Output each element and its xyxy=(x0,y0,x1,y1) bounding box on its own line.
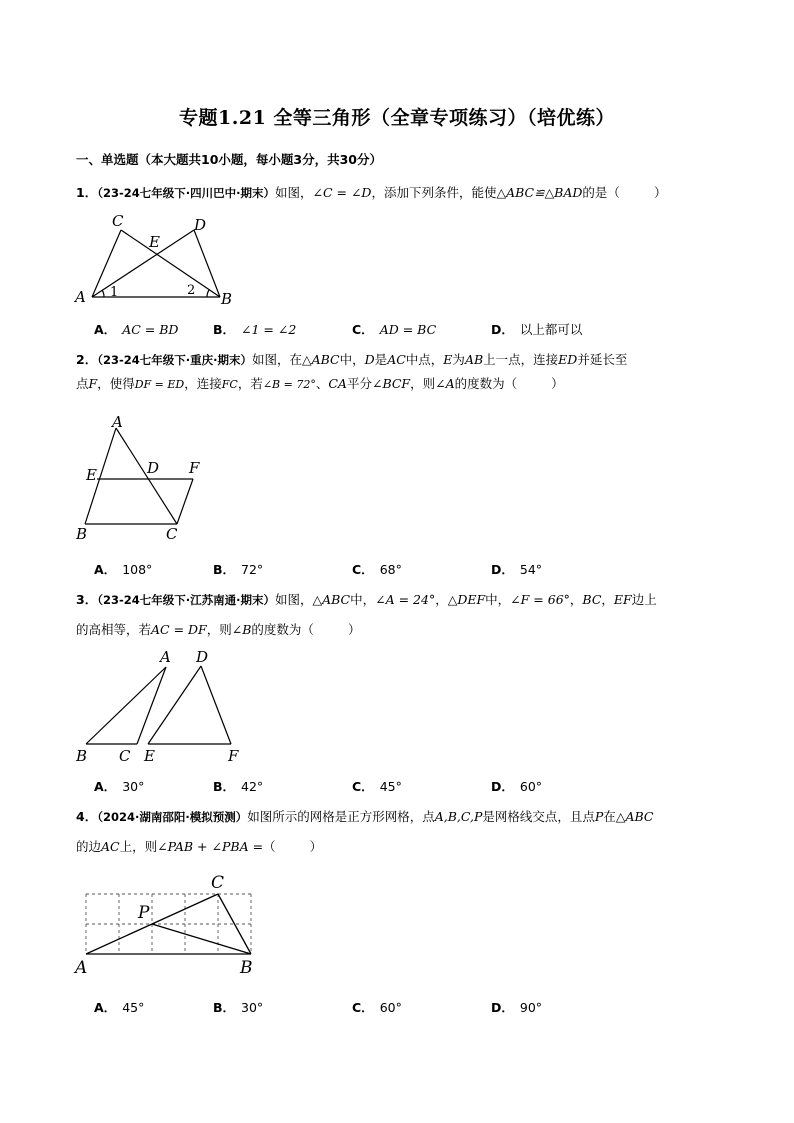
point-label: C xyxy=(166,525,178,543)
option-text: ∠1 = ∠2 xyxy=(241,322,297,337)
question-text: ， xyxy=(435,592,448,607)
question-text: 的边 xyxy=(76,839,102,854)
option-d[interactable] xyxy=(491,560,542,578)
math-expr: ∠C = ∠D xyxy=(312,185,372,200)
question-number: 1． xyxy=(76,185,98,200)
option-d[interactable] xyxy=(491,998,542,1016)
question-text: 、 xyxy=(315,376,329,391)
question-text: 边上 xyxy=(631,592,657,607)
question-text: 点 xyxy=(76,376,89,391)
question-text: 如图， xyxy=(274,185,313,200)
option-c[interactable] xyxy=(352,777,402,795)
point-label: D xyxy=(147,459,160,477)
point-label: E xyxy=(149,233,160,251)
question-text: ） xyxy=(551,376,564,391)
point-label: C xyxy=(119,747,131,765)
option-a[interactable] xyxy=(94,777,144,795)
option-text: 以上都可以 xyxy=(519,322,583,337)
question-text: 中， xyxy=(339,352,365,367)
option-letter: D． xyxy=(491,562,514,577)
option-letter: C． xyxy=(352,562,374,577)
question-1 xyxy=(76,183,726,203)
point-label: A xyxy=(160,648,171,666)
option-text: 72° xyxy=(241,562,264,577)
option-c[interactable] xyxy=(352,560,402,578)
point-label: B xyxy=(240,958,253,978)
option-letter: B． xyxy=(213,562,236,577)
math-expr: EF xyxy=(613,592,632,607)
option-text: 45° xyxy=(379,779,402,794)
option-text: 68° xyxy=(379,562,402,577)
math-expr: F xyxy=(88,376,98,391)
question-text: ） xyxy=(347,622,361,637)
point-label: C xyxy=(112,212,124,230)
math-expr: AC = DF xyxy=(151,622,207,637)
option-text: 45° xyxy=(122,1000,145,1015)
option-text: 42° xyxy=(241,779,264,794)
math-expr: △ABC xyxy=(302,352,340,367)
question-3 xyxy=(76,590,726,640)
math-expr: ∠A xyxy=(435,376,455,391)
figure-q4 xyxy=(70,868,270,983)
option-a[interactable] xyxy=(94,320,178,338)
option-letter: A． xyxy=(94,562,117,577)
point-label: C xyxy=(211,873,225,893)
math-expr: AC xyxy=(387,352,406,367)
option-d[interactable] xyxy=(491,777,542,795)
math-expr: AB xyxy=(464,352,484,367)
math-expr: D xyxy=(364,352,375,367)
option-text: AC = BD xyxy=(122,322,179,337)
math-expr: ∠BCF xyxy=(371,376,411,391)
question-text: ） xyxy=(309,839,323,854)
point-label: F xyxy=(189,459,200,477)
math-expr: FC xyxy=(221,378,238,391)
figure-q1 xyxy=(70,208,240,308)
question-text: 的高相等，若 xyxy=(76,622,152,637)
option-b[interactable] xyxy=(213,320,296,338)
option-letter: A． xyxy=(94,1000,117,1015)
option-b[interactable] xyxy=(213,998,263,1016)
question-source: （2024·湖南邵阳·模拟预测） xyxy=(97,810,248,824)
option-a[interactable] xyxy=(94,560,152,578)
question-text: ，则 xyxy=(410,376,436,391)
question-number: 3． xyxy=(76,592,98,607)
math-expr: P xyxy=(594,809,604,824)
question-2 xyxy=(76,350,726,395)
question-text: 的是（ xyxy=(582,185,620,200)
point-label: A xyxy=(75,958,88,978)
question-text: ，若 xyxy=(237,376,263,391)
point-label: E xyxy=(86,466,97,484)
point-label: B xyxy=(76,525,88,543)
point-label: A xyxy=(112,413,123,431)
question-text: 如图所示的网格是正方形网格，点 xyxy=(247,809,435,824)
option-letter: C． xyxy=(352,779,374,794)
option-letter: B． xyxy=(213,779,236,794)
option-b[interactable] xyxy=(213,560,263,578)
option-text: 108° xyxy=(122,562,153,577)
angle-label: 1 xyxy=(110,285,119,300)
question-text: 为 xyxy=(452,352,465,367)
math-expr: ∠PAB + ∠PBA = xyxy=(157,839,264,854)
question-number: 4． xyxy=(76,809,98,824)
option-letter: B． xyxy=(213,1000,236,1015)
option-letter: D． xyxy=(491,322,514,337)
option-b[interactable] xyxy=(213,777,263,795)
question-text: 是网格线交点，且点 xyxy=(482,809,595,824)
figure-q2 xyxy=(70,410,220,545)
math-expr: ∠B = 72° xyxy=(262,378,316,391)
point-label: B xyxy=(76,747,88,765)
question-4 xyxy=(76,807,726,857)
question-text: 是 xyxy=(374,352,388,367)
math-expr: A,B,C,P xyxy=(434,809,483,824)
math-expr: △ABC xyxy=(615,809,654,824)
option-letter: A． xyxy=(94,322,117,337)
math-expr: BC xyxy=(582,592,602,607)
question-source: （23-24七年级下·四川巴中·期末） xyxy=(97,186,275,200)
question-text: （ xyxy=(263,839,276,854)
math-expr: ED xyxy=(558,352,578,367)
option-letter: C． xyxy=(352,322,374,337)
question-text: 并延长至 xyxy=(577,352,628,367)
question-text: ，连接 xyxy=(184,376,222,391)
question-text: 的度数为（ xyxy=(454,376,518,391)
option-letter: D． xyxy=(491,1000,514,1015)
question-text: ，使得 xyxy=(97,376,135,391)
point-label: A xyxy=(75,288,86,306)
page-title: 专题1.21 全等三角形（全章专项练习）（培优练） xyxy=(179,107,615,129)
point-label: D xyxy=(194,216,207,234)
angle-label: 2 xyxy=(187,283,196,298)
math-expr: E xyxy=(443,352,453,367)
question-number: 2． xyxy=(76,352,98,367)
option-letter: C． xyxy=(352,1000,374,1015)
math-expr: △ABC xyxy=(312,592,351,607)
question-text: ， xyxy=(601,592,614,607)
question-text: 如图， xyxy=(274,592,313,607)
option-text: 30° xyxy=(241,1000,264,1015)
math-expr: △DEF xyxy=(447,592,486,607)
question-source: （23-24七年级下·江苏南通·期末） xyxy=(97,593,275,607)
option-a[interactable] xyxy=(94,998,144,1016)
option-d[interactable] xyxy=(491,320,582,338)
option-text: 54° xyxy=(519,562,543,577)
math-expr: ∠B xyxy=(231,622,252,637)
question-text: ，添加下列条件，能使 xyxy=(371,185,497,200)
option-letter: B． xyxy=(213,322,236,337)
question-text: 在 xyxy=(603,809,616,824)
option-text: 60° xyxy=(519,779,543,794)
option-c[interactable] xyxy=(352,320,436,338)
option-text: 90° xyxy=(519,1000,543,1015)
option-letter: D． xyxy=(491,779,514,794)
point-label: E xyxy=(144,747,155,765)
question-text: 上一点，连接 xyxy=(483,352,559,367)
question-text: ） xyxy=(653,185,667,200)
question-source: （23-24七年级下·重庆·期末） xyxy=(97,353,252,367)
point-label: B xyxy=(221,290,233,308)
option-letter: A． xyxy=(94,779,117,794)
option-c[interactable] xyxy=(352,998,402,1016)
question-text: 平分 xyxy=(346,376,372,391)
question-text: 中， xyxy=(350,592,376,607)
question-text: 中点， xyxy=(405,352,444,367)
point-label: D xyxy=(196,648,209,666)
point-label: F xyxy=(228,747,239,765)
math-expr: △ABC≌△BAD xyxy=(496,185,583,200)
math-expr: DF = ED xyxy=(134,378,185,391)
math-expr: CA xyxy=(328,376,347,391)
option-text: 30° xyxy=(122,779,145,794)
point-label: P xyxy=(138,903,150,923)
question-text: 中， xyxy=(485,592,511,607)
math-expr: AC xyxy=(101,839,120,854)
question-text: ， xyxy=(569,592,583,607)
math-expr: ∠A = 24° xyxy=(375,592,436,607)
question-text: 的度数为（ xyxy=(251,622,314,637)
question-text: 如图，在 xyxy=(251,352,302,367)
question-text: 上，则 xyxy=(119,839,158,854)
option-text: AD = BC xyxy=(379,322,437,337)
section-heading: 一、单选题（本大题共10小题，每小题3分，共30分） xyxy=(76,152,382,167)
option-text: 60° xyxy=(379,1000,402,1015)
math-expr: ∠F = 66° xyxy=(510,592,570,607)
figure-q3 xyxy=(70,646,250,766)
question-text: ，则 xyxy=(206,622,232,637)
